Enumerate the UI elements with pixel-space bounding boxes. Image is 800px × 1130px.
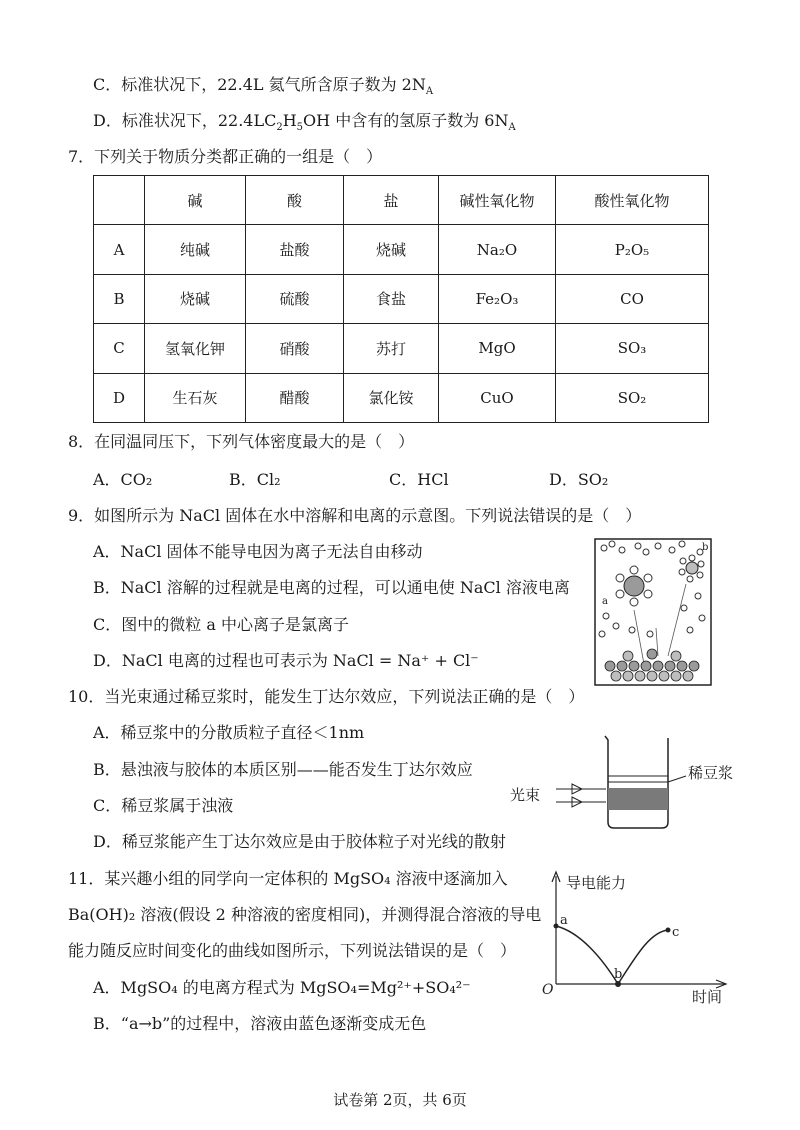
- graph-point-a: a: [560, 913, 568, 928]
- q8-option-d: D．SO₂: [549, 470, 609, 489]
- table-cell: 食盐: [344, 274, 439, 323]
- q10-option-a: A．稀豆浆中的分散质粒子直径＜1nm: [93, 723, 365, 742]
- table-header-cell: 盐: [344, 176, 439, 225]
- q6-option-c: C．标准状况下，22.4L 氦气所含原子数为 $2N_A$: [93, 75, 434, 98]
- table-cell: 烧碱: [344, 225, 439, 274]
- graph-point-c: c: [672, 925, 680, 940]
- row-label: C: [94, 324, 145, 373]
- row-label: B: [94, 274, 145, 323]
- table-cell: CuO: [439, 373, 556, 422]
- nacl-dissolution-figure: [594, 538, 712, 686]
- q6-option-d: D．标准状况下，$22.4LC_2H_5OH$ 中含有的氢原子数为 $6N_A$: [93, 111, 516, 134]
- q7-table: [93, 175, 709, 423]
- table-row: [94, 324, 709, 373]
- q11-stem-line2: Ba(OH)₂ 溶液(假设 2 种溶液的密度相同)，并测得混合溶液的导电: [68, 905, 542, 924]
- q8-option-a: A．CO₂: [93, 470, 153, 489]
- table-header-cell: 碱: [145, 176, 246, 225]
- table-cell: P₂O₅: [556, 225, 709, 274]
- table-header-cell: 酸: [246, 176, 344, 225]
- fig-label-beam: 光束: [510, 786, 541, 804]
- q10-option-d: D．稀豆浆能产生丁达尔效应是由于胶体粒子对光线的散射: [93, 832, 506, 851]
- table-cell: CO: [556, 274, 709, 323]
- table-cell: 氯化铵: [344, 373, 439, 422]
- table-cell: 生石灰: [145, 373, 246, 422]
- graph-ylabel: 导电能力: [566, 874, 627, 892]
- table-cell: Na₂O: [439, 225, 556, 274]
- table-header-cell: [94, 176, 145, 225]
- table-cell: MgO: [439, 324, 556, 373]
- q11-stem-line3: 能力随反应时间变化的曲线如图所示，下列说法错误的是（ ）: [68, 941, 517, 960]
- q9-stem: 9．如图所示为 NaCl 固体在水中溶解和电离的示意图。下列说法错误的是（ ）: [68, 506, 642, 525]
- graph-origin: O: [542, 982, 554, 998]
- table-cell: 苏打: [344, 324, 439, 373]
- q10-option-c: C．稀豆浆属于浊液: [93, 796, 234, 815]
- table-cell: SO₃: [556, 324, 709, 373]
- row-label: A: [94, 225, 145, 274]
- table-header-cell: 酸性氧化物: [556, 176, 709, 225]
- fig-label-a: a: [602, 596, 608, 607]
- tyndall-beaker-figure: [510, 732, 740, 832]
- fig-label-b: b: [702, 542, 709, 553]
- page-footer: 试卷第 2页，共 6页: [333, 1091, 467, 1109]
- conductivity-graph: [540, 868, 740, 1008]
- q8-option-c: C．HCl: [389, 470, 449, 489]
- q10-stem: 10．当光束通过稀豆浆时，能发生丁达尔效应，下列说法正确的是（ ）: [68, 687, 585, 706]
- q11-option-b: B．“a→b”的过程中，溶液由蓝色逐渐变成无色: [93, 1014, 427, 1033]
- graph-xlabel: 时间: [692, 988, 723, 1006]
- q9-option-a: A．NaCl 固体不能导电因为离子无法自由移动: [93, 542, 423, 561]
- graph-point-b: b: [614, 967, 623, 982]
- q7-stem: 7．下列关于物质分类都正确的一组是（ ）: [68, 147, 383, 166]
- table-cell: Fe₂O₃: [439, 274, 556, 323]
- table-cell: 纯碱: [145, 225, 246, 274]
- fig-label-soymilk: 稀豆浆: [688, 764, 734, 782]
- q10-option-b: B．悬浊液与胶体的本质区别——能否发生丁达尔效应: [93, 760, 473, 779]
- table-row: [94, 373, 709, 422]
- table-cell: 盐酸: [246, 225, 344, 274]
- table-header-cell: 碱性氧化物: [439, 176, 556, 225]
- q9-option-d: D．NaCl 电离的过程也可表示为 NaCl = Na⁺ + Cl⁻: [93, 651, 479, 670]
- q11-stem-line1: 11．某兴趣小组的同学向一定体积的 MgSO₄ 溶液中逐滴加入: [68, 869, 508, 888]
- row-label: D: [94, 373, 145, 422]
- table-row: [94, 225, 709, 274]
- table-cell: 硫酸: [246, 274, 344, 323]
- q8-stem: 8．在同温同压下，下列气体密度最大的是（ ）: [68, 432, 415, 451]
- table-cell: 硝酸: [246, 324, 344, 373]
- table-cell: 氢氧化钾: [145, 324, 246, 373]
- table-row: [94, 274, 709, 323]
- q11-option-a: A．MgSO₄ 的电离方程式为 MgSO₄=Mg²⁺+SO₄²⁻: [93, 978, 471, 997]
- q8-option-b: B．Cl₂: [229, 470, 281, 489]
- table-cell: 烧碱: [145, 274, 246, 323]
- table-header-row: [94, 176, 709, 225]
- q9-option-b: B．NaCl 溶解的过程就是电离的过程，可以通电使 NaCl 溶液电离: [93, 578, 570, 597]
- q9-option-c: C．图中的微粒 a 中心离子是氯离子: [93, 615, 349, 634]
- table-cell: 醋酸: [246, 373, 344, 422]
- table-cell: SO₂: [556, 373, 709, 422]
